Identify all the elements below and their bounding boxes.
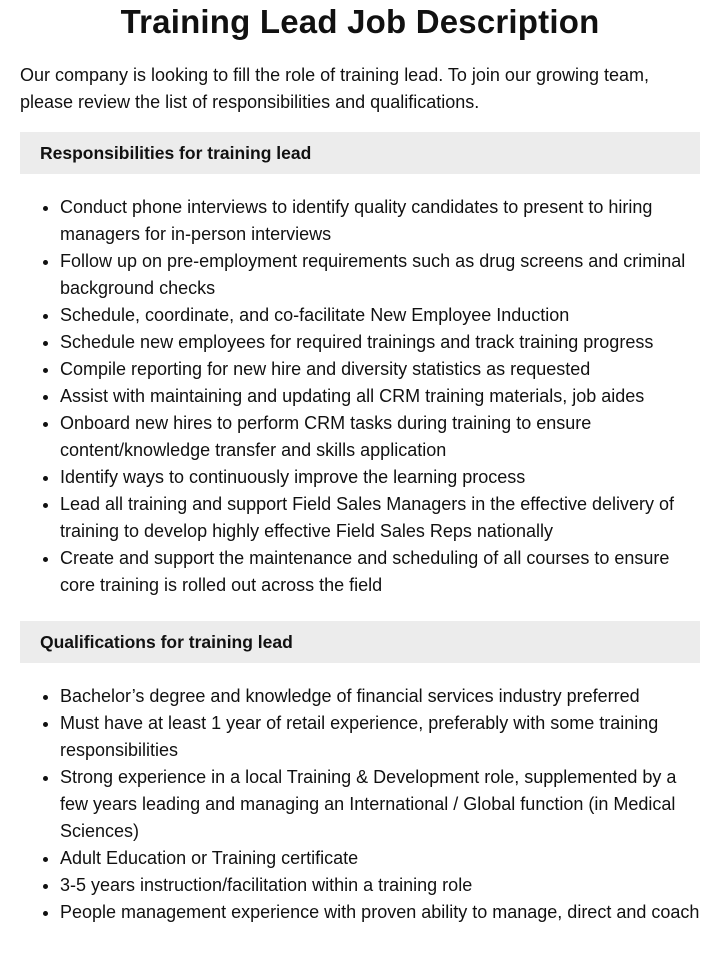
list-item: • Compile reporting for new hire and diversity statistics as requested	[60, 356, 700, 383]
list-item: • Conduct phone interviews to identify quality candidates to present to hiring managers for in-person interviews	[60, 194, 700, 248]
list-item: • Create and support the maintenance and scheduling of all courses to ensure core training is rolled out across the field	[60, 545, 700, 599]
list-item: • Bachelor’s degree and knowledge of financial services industry preferred	[60, 683, 700, 710]
responsibilities-section	[20, 132, 700, 599]
list-item: • Follow up on pre-employment requirements such as drug screens and criminal background checks	[60, 248, 700, 302]
list-item: • Must have at least 1 year of retail experience, preferably with some training responsibilities	[60, 710, 700, 764]
list-item: • Identify ways to continuously improve the learning process	[60, 464, 700, 491]
page-title: Training Lead Job Description	[120, 3, 600, 40]
qualifications-heading: Qualifications for training lead	[20, 621, 700, 663]
responsibilities-list	[20, 194, 700, 599]
list-item: • Lead all training and support Field Sales Managers in the effective delivery of training to develop highly effective Field Sales Reps nationally	[60, 491, 700, 545]
qualifications-section	[20, 621, 700, 926]
responsibilities-heading: Responsibilities for training lead	[20, 132, 700, 174]
list-item: • People management experience with proven ability to manage, direct and coach	[60, 899, 700, 926]
list-item: • Schedule, coordinate, and co-facilitate New Employee Induction	[60, 302, 700, 329]
list-item: • Strong experience in a local Training & Development role, supplemented by a few years leading and managing an International / Global function (in Medical Sciences)	[60, 764, 700, 845]
qualifications-list	[20, 683, 700, 926]
list-item: • Onboard new hires to perform CRM tasks during training to ensure content/knowledge transfer and skills application	[60, 410, 700, 464]
list-item: • Assist with maintaining and updating all CRM training materials, job aides	[60, 383, 700, 410]
intro-paragraph: Our company is looking to fill the role of training lead. To join our growing team, please review the list of responsibilities and qualifications.	[20, 65, 649, 112]
list-item: • Adult Education or Training certificate	[60, 845, 700, 872]
list-item: • 3-5 years instruction/facilitation within a training role	[60, 872, 700, 899]
list-item: • Schedule new employees for required trainings and track training progress	[60, 329, 700, 356]
